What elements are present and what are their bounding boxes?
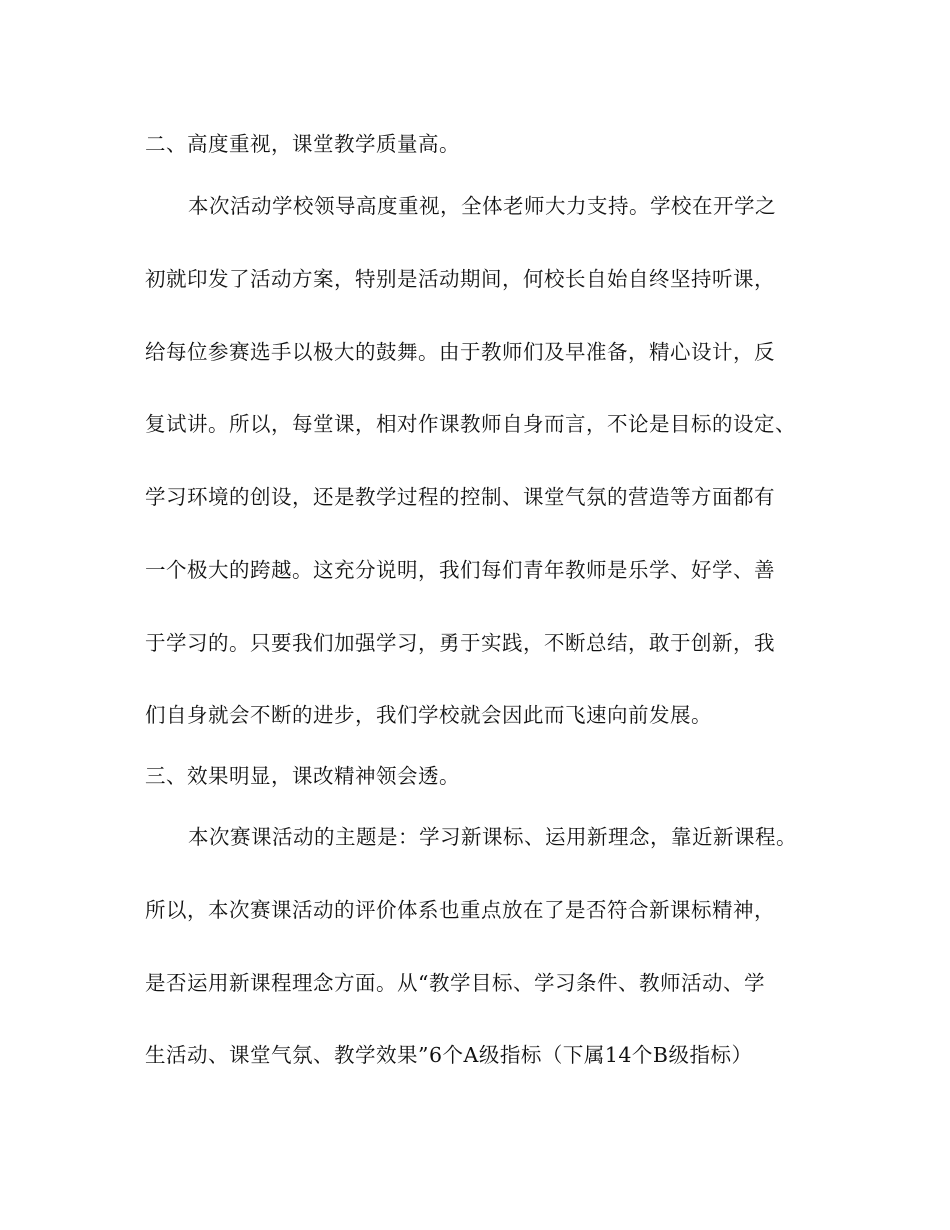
section-heading-2: 二、高度重视，课堂教学质量高。: [145, 132, 460, 156]
paragraph-line: 本次赛课活动的主题是：学习新课标、运用新理念，靠近新课程。: [188, 825, 797, 849]
paragraph-line: 复试讲。所以，每堂课，相对作课教师自身而言，不论是目标的设定、: [145, 412, 796, 436]
section-heading-3: 三、效果明显，课改精神领会透。: [145, 764, 460, 788]
paragraph-line: 初就印发了活动方案，特别是活动期间，何校长自始自终坚持听课，: [145, 267, 775, 291]
paragraph-line: 给每位参赛选手以极大的鼓舞。由于教师们及早准备，精心设计，反: [145, 340, 775, 364]
paragraph-line: 所以，本次赛课活动的评价体系也重点放在了是否符合新课标精神，: [145, 898, 775, 922]
paragraph-line: 是否运用新课程理念方面。从“教学目标、学习条件、教师活动、学: [145, 971, 765, 995]
paragraph-line: 们自身就会不断的进步，我们学校就会因此而飞速向前发展。: [145, 703, 712, 727]
paragraph-line: 生活动、课堂气氛、教学效果”6个A级指标（下属14个B级指标）: [145, 1043, 753, 1067]
paragraph-line: 一个极大的跨越。这充分说明，我们每们青年教师是乐学、好学、善: [145, 558, 775, 582]
paragraph-line: 学习环境的创设，还是教学过程的控制、课堂气氛的营造等方面都有: [145, 485, 775, 509]
paragraph-line: 于学习的。只要我们加强学习，勇于实践，不断总结，敢于创新，我: [145, 631, 775, 655]
paragraph-line: 本次活动学校领导高度重视，全体老师大力支持。学校在开学之: [188, 194, 776, 218]
